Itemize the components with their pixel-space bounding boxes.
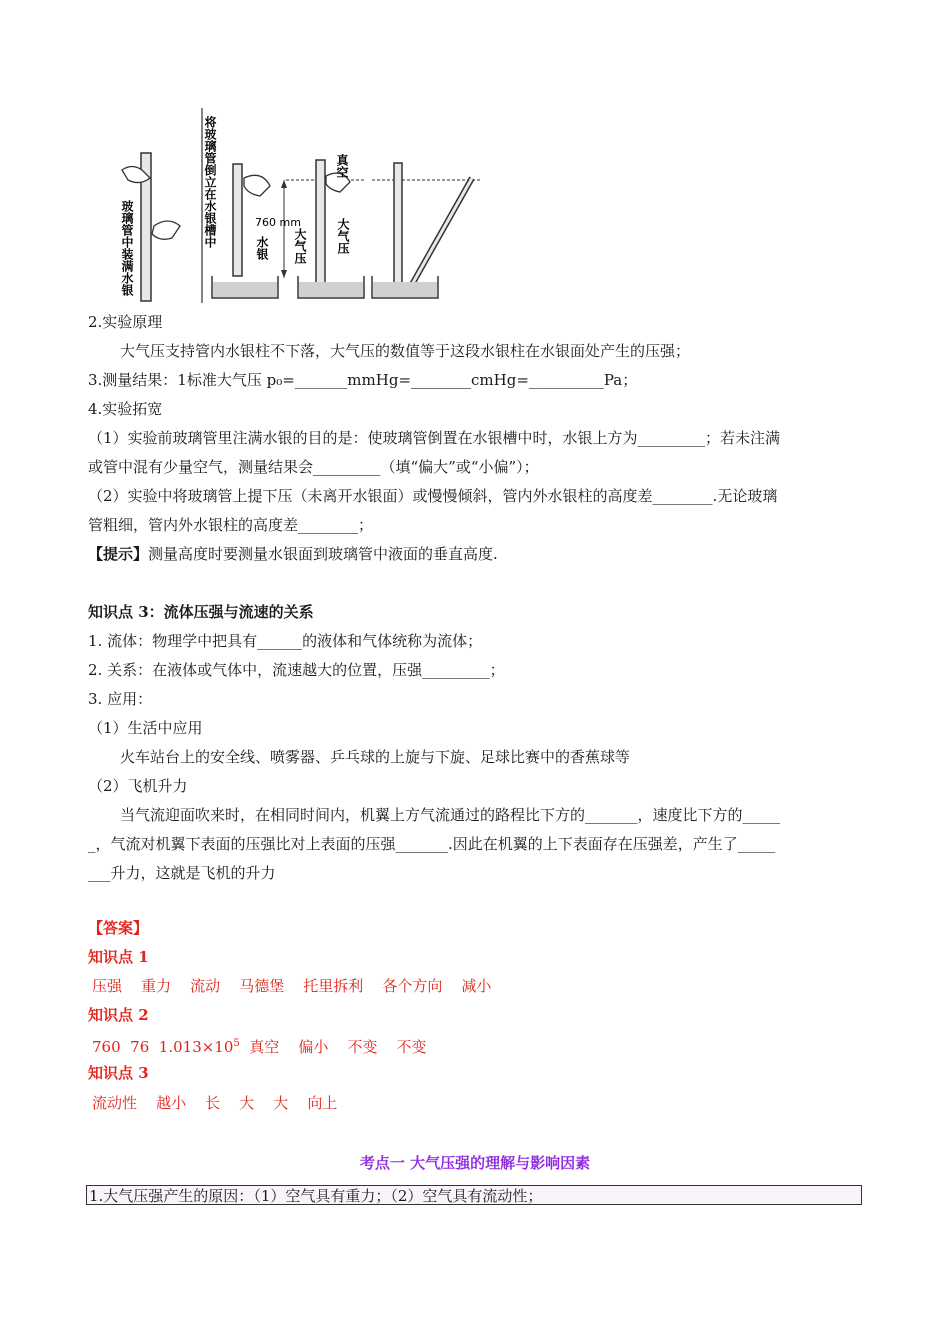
sec3-line-1: 1. 流体：物理学中把具有______的液体和气体统称为流体； <box>88 632 483 650</box>
ext1-line-a: （1）实验前玻璃管里注满水银的目的是：使玻璃管倒置在水银槽中时，水银上方为_________；若未注满 <box>88 429 781 447</box>
tip-text: 测量高度时要测量水银面到玻璃管中液面的垂直高度. <box>148 545 498 563</box>
sec3-line-2: 2. 关系：在液体或气体中，流速越大的位置，压强_________； <box>88 661 505 679</box>
answers-k2-pre: 760 76 1.013×10 <box>92 1038 234 1056</box>
atm-label-2: 大气压 <box>336 218 350 254</box>
mercury-label: 水银 <box>255 236 269 260</box>
answers-k2-title: 知识点 2 <box>88 1006 149 1024</box>
ext1-line-b: 或管中混有少量空气，测量结果会_________（填“偏大”或“小偏”）； <box>88 458 539 476</box>
sec3-line-4: （1）生活中应用 <box>88 719 203 737</box>
answers-k3: 流动性 越小 长 大 大 向上 <box>92 1094 338 1112</box>
sec3-line-7: 当气流迎面吹来时，在相同时间内，机翼上方气流通过的路程比下方的_______，速度比下方的_____ <box>120 806 781 824</box>
ext2-line-a: （2）实验中将玻璃管上提下压（未离开水银面）或慢慢倾斜，管内外水银柱的高度差________.无论玻璃 <box>88 487 778 505</box>
sec3-line-5: 火车站台上的安全线、喷雾器、乒乓球的上旋与下旋、足球比赛中的香蕉球等 <box>120 748 631 766</box>
principle-text: 大气压支持管内水银柱不下落，大气压的数值等于这段水银柱在水银面处产生的压强； <box>120 342 691 360</box>
point1-box: 1.大气压强产生的原因：（1）空气具有重力；（2）空气具有流动性； <box>86 1185 862 1205</box>
sec3-line-8: _，气流对机翼下表面的压强比对上表面的压强_______.因此在机翼的上下表面存在压强差，产生了_____ <box>88 835 776 853</box>
sec3-title: 知识点 3：流体压强与流速的关系 <box>88 603 314 621</box>
fill-label: 玻璃管中装满水银 <box>120 200 134 296</box>
answers-k1-title: 知识点 1 <box>88 948 149 966</box>
torricelli-experiment-figure <box>120 108 490 303</box>
mm-label: 760 mm <box>255 216 301 229</box>
tip-line <box>88 544 498 564</box>
ext-title: 4.实验拓宽 <box>88 400 163 418</box>
sec3-line-9: ___升力，这就是飞机的升力 <box>88 864 276 882</box>
answers-k2-post: 真空 偏小 不变 不变 <box>239 1038 427 1056</box>
answers-title: 【答案】 <box>88 919 149 937</box>
atm-label-1: 大气压 <box>293 228 307 264</box>
answers-k3-title: 知识点 3 <box>88 1064 149 1082</box>
answers-k2 <box>92 1034 427 1057</box>
sec3-line-6: （2）飞机升力 <box>88 777 188 795</box>
principle-title: 2.实验原理 <box>88 313 163 331</box>
ext2-line-b: 管粗细，管内外水银柱的高度差________； <box>88 516 374 534</box>
result-line: 3.测量结果：1标准大气压 p₀=_______mmHg=________cmHg=__________Pa； <box>88 371 638 389</box>
answers-k1: 压强 重力 流动 马德堡 托里拆利 各个方向 减小 <box>92 977 492 995</box>
point1-title: 考点一 大气压强的理解与影响因素 <box>359 1154 591 1172</box>
answers-k2-sup: 5 <box>233 1038 240 1049</box>
tip-label: 【提示】 <box>88 545 149 563</box>
invert-label: 将玻璃管倒立在水银槽中 <box>203 116 217 248</box>
sec3-line-3: 3. 应用： <box>88 690 153 708</box>
vacuum-label: 真空 <box>335 154 349 178</box>
